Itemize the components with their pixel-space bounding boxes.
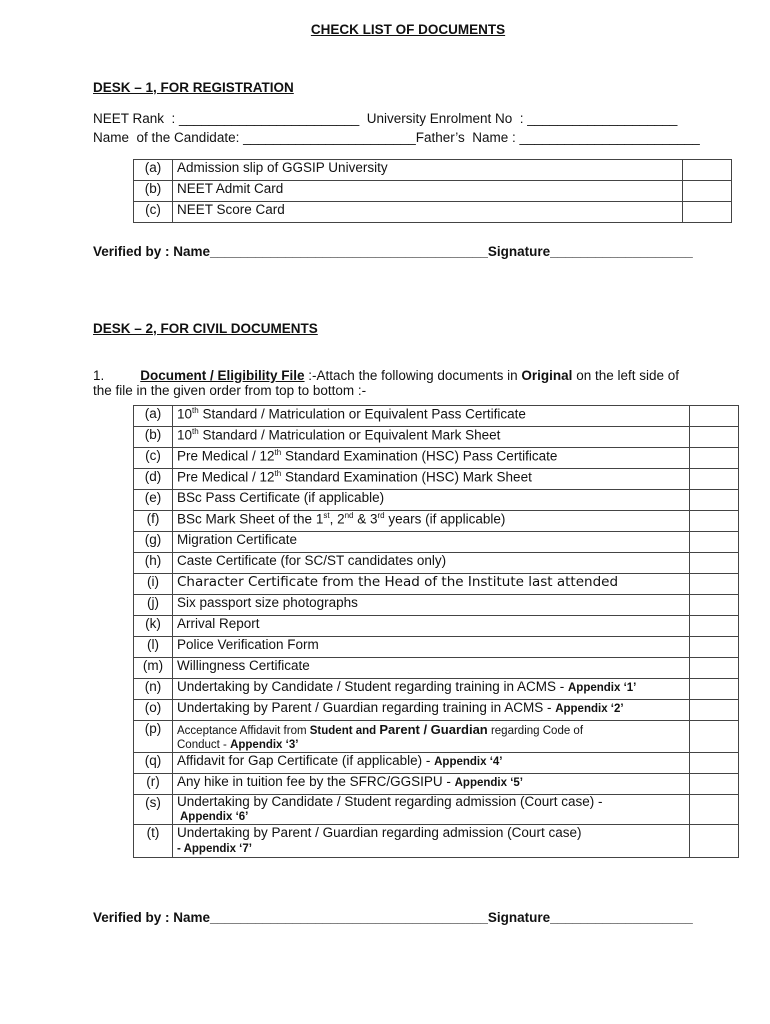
- checkbox-cell[interactable]: [690, 511, 739, 532]
- item-code: (g): [134, 532, 173, 553]
- item-text: Any hike in tuition fee by the SFRC/GGSIPU - Appendix ‘5’: [173, 774, 690, 795]
- table-row: [134, 553, 739, 574]
- item-code: (s): [134, 795, 173, 825]
- checkbox-cell[interactable]: [690, 532, 739, 553]
- table-row: [134, 511, 739, 532]
- intro-line-2: the file in the given order from top to bottom :-: [93, 383, 367, 398]
- item-code: (q): [134, 753, 173, 774]
- item-code: (f): [134, 511, 173, 532]
- item-text: NEET Admit Card: [173, 181, 683, 202]
- desk1-verified-by: Verified by : Name_____________________________________Signature___________________: [93, 244, 693, 259]
- page-title: CHECK LIST OF DOCUMENTS: [310, 22, 506, 37]
- checkbox-cell[interactable]: [683, 160, 732, 181]
- item-code: (a): [134, 406, 173, 427]
- checkbox-cell[interactable]: [690, 427, 739, 448]
- checkbox-cell[interactable]: [690, 637, 739, 658]
- appendix-label: Appendix ‘5’: [454, 777, 523, 789]
- intro-text-b: on the left side of: [572, 368, 680, 383]
- item-text: Willingness Certificate: [173, 658, 690, 679]
- table-row: [134, 700, 739, 721]
- item-code: (n): [134, 679, 173, 700]
- table-row: [134, 679, 739, 700]
- checkbox-cell[interactable]: [690, 658, 739, 679]
- item-code: (p): [134, 721, 173, 753]
- item-text: Arrival Report: [173, 616, 690, 637]
- checkbox-cell[interactable]: [690, 490, 739, 511]
- desk1-table: [133, 159, 732, 223]
- original-label: Original: [521, 368, 573, 383]
- candidate-name-line: Name of the Candidate: _______________________Father’s Name : ________________________: [93, 130, 700, 145]
- checkbox-cell[interactable]: [683, 181, 732, 202]
- table-row: [134, 595, 739, 616]
- item-code: (h): [134, 553, 173, 574]
- table-row: [134, 427, 739, 448]
- item-code: (b): [134, 427, 173, 448]
- item-text: NEET Score Card: [173, 202, 683, 223]
- table-row: [134, 469, 739, 490]
- table-row: [134, 181, 732, 202]
- intro-line-1: [93, 368, 679, 383]
- item-text: Six passport size photographs: [173, 595, 690, 616]
- desk2-table: [133, 405, 739, 858]
- item-text: 10th Standard / Matriculation or Equivalent Pass Certificate: [173, 406, 690, 427]
- item-text: Caste Certificate (for SC/ST candidates only): [173, 553, 690, 574]
- table-row: [134, 160, 732, 181]
- checkbox-cell[interactable]: [690, 595, 739, 616]
- item-text: BSc Pass Certificate (if applicable): [173, 490, 690, 511]
- intro-number: 1.: [93, 368, 105, 383]
- item-text: Admission slip of GGSIP University: [173, 160, 683, 181]
- item-text: Pre Medical / 12th Standard Examination (HSC) Mark Sheet: [173, 469, 690, 490]
- item-code: (o): [134, 700, 173, 721]
- table-row: [134, 774, 739, 795]
- document-file-label: Document / Eligibility File: [140, 368, 305, 383]
- table-row: [134, 658, 739, 679]
- checkbox-cell[interactable]: [690, 679, 739, 700]
- table-row: [134, 202, 732, 223]
- item-code: (l): [134, 637, 173, 658]
- item-text: Acceptance Affidavit from Student and Parent / Guardian regarding Code of Conduct - Appendix ‘3’: [173, 721, 690, 753]
- item-code: (i): [134, 574, 173, 595]
- item-code: (c): [134, 202, 173, 223]
- item-text: Character Certificate from the Head of the Institute last attended: [173, 574, 690, 595]
- intro-text-a: :-Attach the following documents in: [304, 368, 522, 383]
- table-row: [134, 616, 739, 637]
- table-row: [134, 490, 739, 511]
- item-code: (b): [134, 181, 173, 202]
- item-text: Migration Certificate: [173, 532, 690, 553]
- desk2-heading: DESK – 2, FOR CIVIL DOCUMENTS: [93, 321, 318, 336]
- item-text: Undertaking by Parent / Guardian regarding admission (Court case) - Appendix ‘7’: [173, 825, 690, 858]
- neet-rank-line: NEET Rank : ________________________ University Enrolment No : ____________________: [93, 111, 678, 126]
- item-code: (k): [134, 616, 173, 637]
- checkbox-cell[interactable]: [683, 202, 732, 223]
- item-code: (m): [134, 658, 173, 679]
- checkbox-cell[interactable]: [690, 753, 739, 774]
- item-code: (c): [134, 448, 173, 469]
- table-row: [134, 721, 739, 753]
- appendix-label: Appendix ‘4’: [434, 756, 503, 768]
- item-text: Undertaking by Candidate / Student regarding training in ACMS - Appendix ‘1’: [173, 679, 690, 700]
- desk1-heading: DESK – 1, FOR REGISTRATION: [93, 80, 294, 95]
- appendix-label: Appendix ‘1’: [567, 682, 637, 694]
- item-text: Affidavit for Gap Certificate (if applicable) - Appendix ‘4’: [173, 753, 690, 774]
- item-code: (a): [134, 160, 173, 181]
- checkbox-cell[interactable]: [690, 795, 739, 825]
- appendix-label: Appendix ‘3’: [230, 739, 299, 751]
- table-row: [134, 448, 739, 469]
- table-row: [134, 574, 739, 595]
- item-code: (d): [134, 469, 173, 490]
- checkbox-cell[interactable]: [690, 469, 739, 490]
- item-code: (r): [134, 774, 173, 795]
- table-row: [134, 753, 739, 774]
- checkbox-cell[interactable]: [690, 774, 739, 795]
- checkbox-cell[interactable]: [690, 574, 739, 595]
- item-text: 10th Standard / Matriculation or Equivalent Mark Sheet: [173, 427, 690, 448]
- table-row: [134, 406, 739, 427]
- checkbox-cell[interactable]: [690, 825, 739, 858]
- item-text: Undertaking by Candidate / Student regarding admission (Court case) - Appendix ‘6’: [173, 795, 690, 825]
- table-row: [134, 532, 739, 553]
- table-row: [134, 637, 739, 658]
- checkbox-cell[interactable]: [690, 721, 739, 753]
- item-text: Pre Medical / 12th Standard Examination (HSC) Pass Certificate: [173, 448, 690, 469]
- checkbox-cell[interactable]: [690, 616, 739, 637]
- item-text: BSc Mark Sheet of the 1st, 2nd & 3rd years (if applicable): [173, 511, 690, 532]
- item-code: (j): [134, 595, 173, 616]
- item-text: Police Verification Form: [173, 637, 690, 658]
- checkbox-cell[interactable]: [690, 448, 739, 469]
- item-code: (e): [134, 490, 173, 511]
- checkbox-cell[interactable]: [690, 553, 739, 574]
- item-code: (t): [134, 825, 173, 858]
- table-row: [134, 825, 739, 858]
- desk2-verified-by: Verified by : Name_____________________________________Signature___________________: [93, 910, 693, 925]
- table-row: [134, 795, 739, 825]
- item-text: Undertaking by Parent / Guardian regarding training in ACMS - Appendix ‘2’: [173, 700, 690, 721]
- checkbox-cell[interactable]: [690, 700, 739, 721]
- appendix-label: Appendix ‘6’: [180, 811, 249, 823]
- appendix-label: Appendix ‘2’: [555, 703, 624, 715]
- checkbox-cell[interactable]: [690, 406, 739, 427]
- appendix-label: - Appendix ‘7’: [177, 843, 252, 855]
